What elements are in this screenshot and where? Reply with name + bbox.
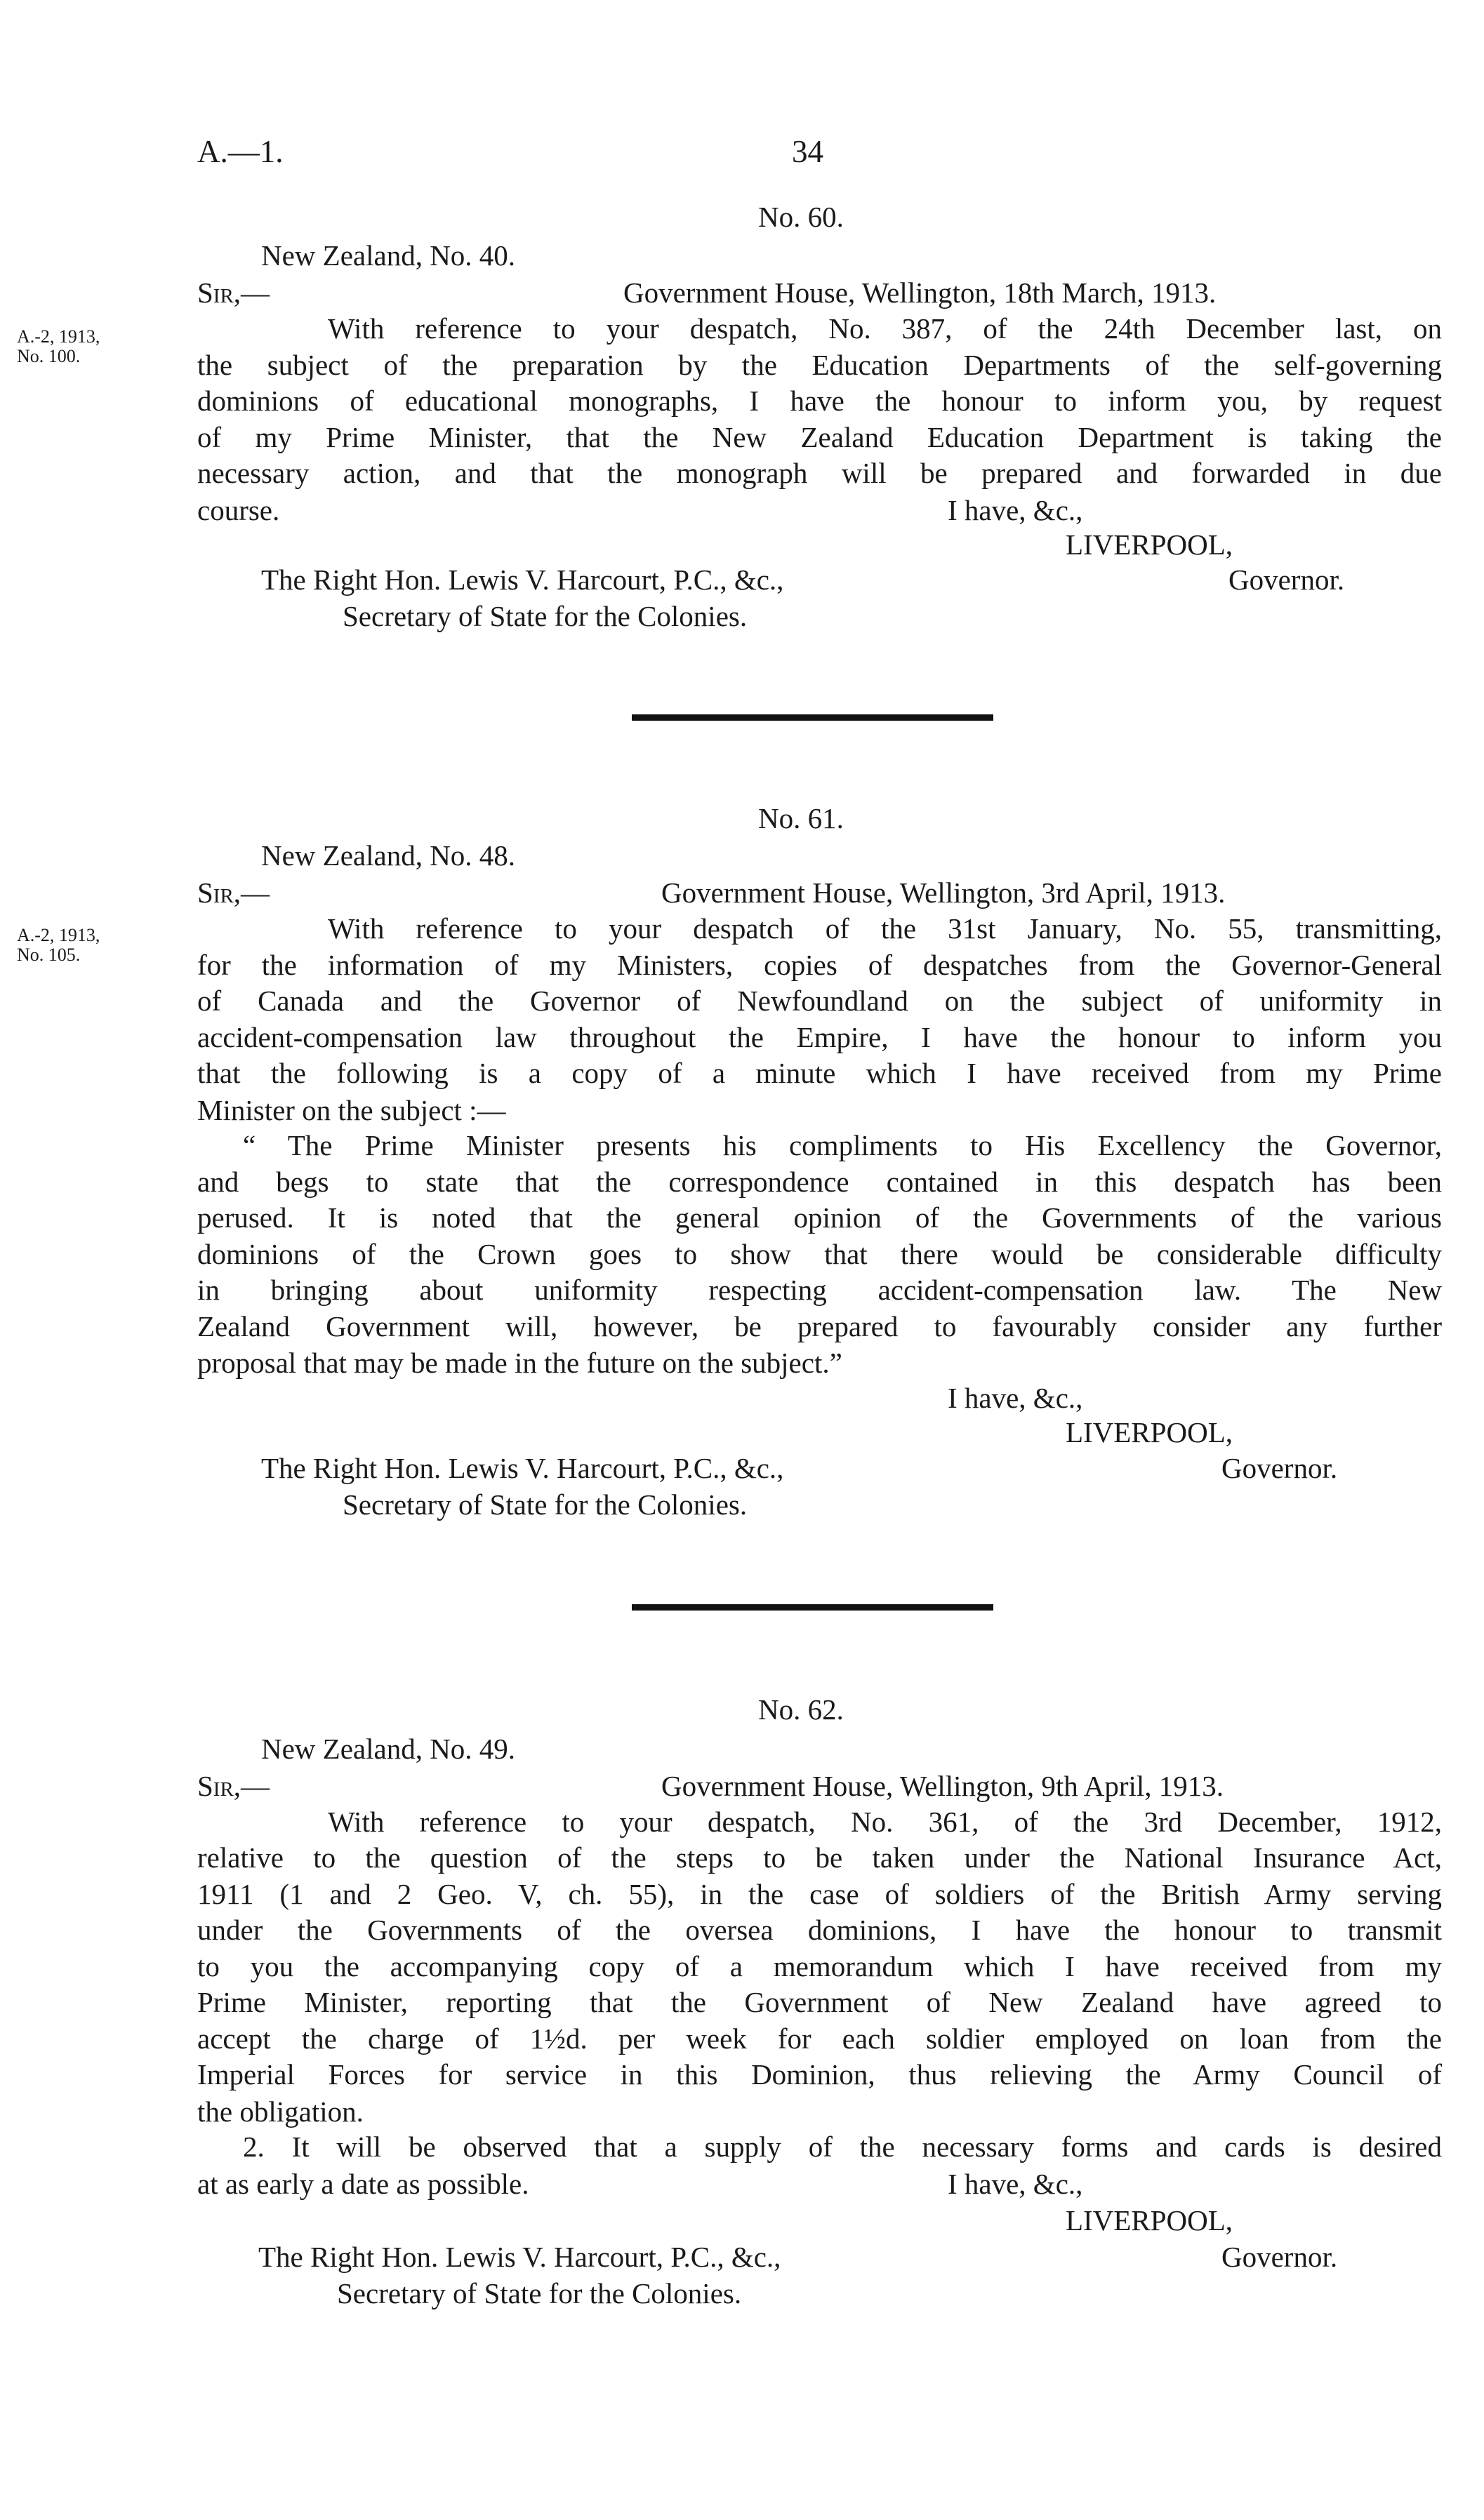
body-line: of my Prime Minister, that the New Zealand Education Department is taking the <box>197 421 1442 453</box>
quote-line: and begs to state that the correspondence contained in this despatch has been <box>197 1166 1442 1198</box>
signature: LIVERPOOL, <box>1066 528 1233 561</box>
body-line: Imperial Forces for service in this Dominion, thus relieving the Army Council of <box>197 2058 1442 2091</box>
signature-title: Governor. <box>1221 2241 1338 2273</box>
place-date: Government House, Wellington, 18th March, 1913. <box>623 276 1217 309</box>
body-line: accept the charge of 1½d. per week for each soldier employed on loan from the <box>197 2022 1442 2055</box>
salutation: Sir,— <box>197 876 270 909</box>
despatch-series: New Zealand, No. 49. <box>261 1733 516 1765</box>
despatch-number: No. 60. <box>758 201 844 233</box>
body-line: the obligation. <box>197 2095 364 2128</box>
addressee: The Right Hon. Lewis V. Harcourt, P.C., &c., <box>258 2241 781 2273</box>
body-line: With reference to your despatch of the 31st January, No. 55, transmitting, <box>328 912 1442 945</box>
addressee-title: Secretary of State for the Colonies. <box>343 1488 748 1521</box>
addressee: The Right Hon. Lewis V. Harcourt, P.C., &c., <box>261 1452 784 1484</box>
body-line: relative to the question of the steps to be taken under the National Insurance Act, <box>197 1841 1442 1874</box>
signature: LIVERPOOL, <box>1066 1416 1233 1448</box>
despatch-series: New Zealand, No. 40. <box>261 239 516 272</box>
quote-line: perused. It is noted that the general opinion of the Governments of the various <box>197 1201 1442 1234</box>
body-line: Prime Minister, reporting that the Government of New Zealand have agreed to <box>197 1986 1442 2018</box>
despatch-number: No. 61. <box>758 802 844 834</box>
body-line: accident-compensation law throughout the Empire, I have the honour to inform you <box>197 1021 1442 1053</box>
body-line: 2. It will be observed that a supply of the necessary forms and cards is desired <box>243 2131 1442 2163</box>
signature-title: Governor. <box>1221 1452 1338 1484</box>
quote-line: proposal that may be made in the future on the subject.” <box>197 1347 842 1379</box>
body-line: With reference to your despatch, No. 361, of the 3rd December, 1912, <box>328 1806 1442 1838</box>
despatch-number: No. 62. <box>758 1693 844 1726</box>
quote-line: dominions of the Crown goes to show that there would be considerable difficulty <box>197 1238 1442 1270</box>
body-line: at as early a date as possible. <box>197 2168 529 2200</box>
body-line: necessary action, and that the monograph will be prepared and forwarded in due <box>197 457 1442 489</box>
quote-line: “ The Prime Minister presents his compliments to His Excellency the Governor, <box>243 1129 1442 1161</box>
body-line: that the following is a copy of a minute which I have received from my Prime <box>197 1057 1442 1089</box>
body-line: course. <box>197 494 280 526</box>
closing: I have, &c., <box>948 2168 1083 2200</box>
page-number: 34 <box>792 134 823 169</box>
body-line: of Canada and the Governor of Newfoundland on the subject of uniformity in <box>197 985 1442 1017</box>
margin-reference: A.-2, 1913, <box>17 925 100 945</box>
signature-title: Governor. <box>1228 564 1345 596</box>
addressee-title: Secretary of State for the Colonies. <box>343 600 748 632</box>
margin-reference: No. 105. <box>17 945 81 965</box>
margin-reference: A.-2, 1913, <box>17 326 100 347</box>
place-date: Government House, Wellington, 9th April, 1913. <box>661 1770 1224 1802</box>
despatch-series: New Zealand, No. 48. <box>261 839 516 872</box>
body-line: With reference to your despatch, No. 387, of the 24th December last, on <box>328 312 1442 345</box>
place-date: Government House, Wellington, 3rd April, 1913. <box>661 876 1226 909</box>
body-line: the subject of the preparation by the Education Departments of the self-governing <box>197 349 1442 381</box>
body-line: under the Governments of the oversea dominions, I have the honour to transmit <box>197 1914 1442 1946</box>
body-line: to you the accompanying copy of a memorandum which I have received from my <box>197 1950 1442 1982</box>
signature: LIVERPOOL, <box>1066 2204 1233 2236</box>
closing: I have, &c., <box>948 1382 1083 1414</box>
salutation: Sir,— <box>197 276 270 309</box>
body-line: Minister on the subject :— <box>197 1094 506 1126</box>
salutation: Sir,— <box>197 1770 270 1802</box>
quote-line: in bringing about uniformity respecting accident-compensation law. The New <box>197 1274 1442 1306</box>
body-line: for the information of my Ministers, copies of despatches from the Governor-General <box>197 949 1442 981</box>
margin-reference: No. 100. <box>17 346 81 366</box>
addressee-title: Secretary of State for the Colonies. <box>337 2277 742 2309</box>
body-line: dominions of educational monographs, I have the honour to inform you, by request <box>197 385 1442 417</box>
body-line: 1911 (1 and 2 Geo. V, ch. 55), in the case of soldiers of the British Army serving <box>197 1878 1442 1910</box>
quote-line: Zealand Government will, however, be prepared to favourably consider any further <box>197 1310 1442 1342</box>
section-divider <box>632 1604 993 1611</box>
header-reference: A.—1. <box>197 134 284 169</box>
closing: I have, &c., <box>948 494 1083 526</box>
section-divider <box>632 714 993 721</box>
addressee: The Right Hon. Lewis V. Harcourt, P.C., &c., <box>261 564 784 596</box>
